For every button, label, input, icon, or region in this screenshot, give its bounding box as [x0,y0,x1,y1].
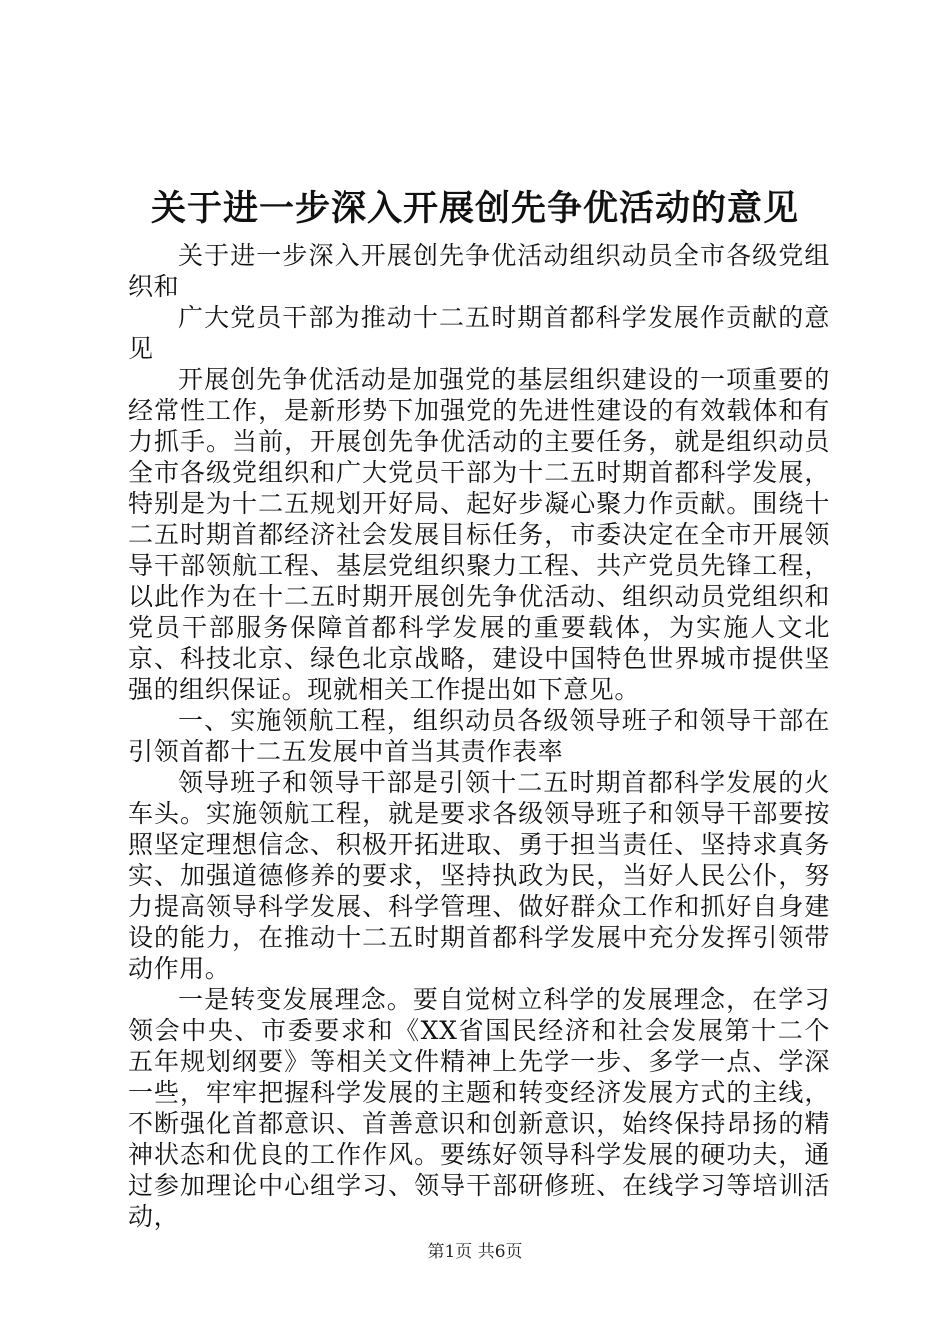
document-title: 关于进一步深入开展创先争优活动的意见 [150,188,799,229]
paragraph-section-1-intro: 领导班子和领导干部是引领十二五时期首都科学发展的火车头。实施领航工程，就是要求各级领导班子和领导干部要按照坚定理想信念、积极开拓进取、勇于担当责任、坚持求真务实、加强道德修养的要求，坚持执政为民，当好人民公仆，努力提高领导科学发展、科学管理、做好群众工作和抓好自身建设的能力，在推动十二五时期首都科学发展中充分发挥引领带动作用。 [128,768,830,983]
paragraph-point-1: 一是转变发展理念。要自觉树立科学的发展理念，在学习领会中央、市委要求和《XX省国民经济和社会发展第十二个五年规划纲要》等相关文件精神上先学一步、多学一点、学深一些，牢牢把握科学发展的主题和转变经济发展方式的主线，不断强化首都意识、首善意识和创新意识，始终保持昂扬的精神状态和优良的工作作风。要练好领导科学发展的硬功夫，通过参加理论中心组学习、领导干部研修班、在线学习等培训活动， [128,985,830,1231]
paragraph-introduction: 开展创先争优活动是加强党的基层组织建设的一项重要的经常性工作，是新形势下加强党的先进性建设的有效载体和有力抓手。当前，开展创先争优活动的主要任务，就是组织动员全市各级党组织和广大党员干部为十二五时期首都科学发展，特别是为十二五规划开好局、起好步凝心聚力作贡献。围绕十二五时期首都经济社会发展目标任务，市委决定在全市开展领导干部领航工程、基层党组织聚力工程、共产党员先锋工程，以此作为在十二五时期开展创先争优活动、组织动员党组织和党员干部服务保障首都科学发展的重要载体，为实施人文北京、科技北京、绿色北京战略，建设中国特色世界城市提供坚强的组织保证。现就相关工作提出如下意见。 [128,365,830,704]
section-heading-1: 一、实施领航工程，组织动员各级领导班子和领导干部在引领首都十二五发展中首当其责作表率 [128,706,830,766]
paragraph-subtitle-line-1: 关于进一步深入开展创先争优活动组织动员全市各级党组织和 [128,241,830,301]
page-number-footer: 第1页 共6页 [427,1242,523,1262]
document-body [128,240,830,1232]
paragraph-subtitle-line-2: 广大党员干部为推动十二五时期首都科学发展作贡献的意见 [128,303,830,363]
